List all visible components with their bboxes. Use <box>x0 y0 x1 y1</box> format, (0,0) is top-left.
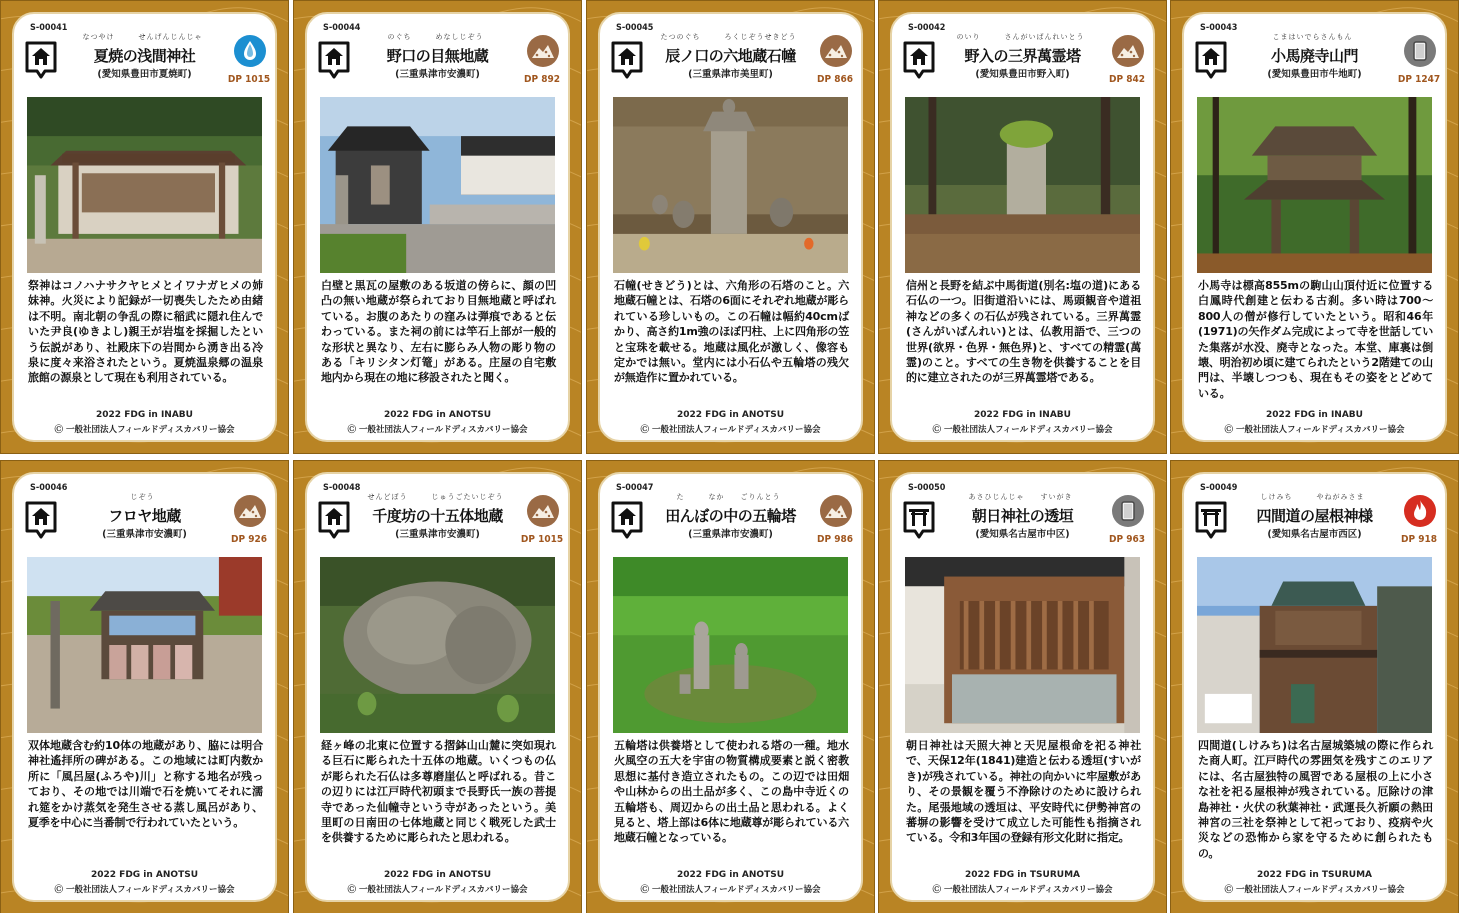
card-location: (三重県津市安濃町) <box>102 529 187 540</box>
site-photo <box>27 97 262 273</box>
title-ruby: なつやけ せんげんじんじゃ <box>82 33 203 41</box>
card-serial: S-00045 <box>616 23 654 33</box>
title-ruby: じぞう <box>130 493 155 501</box>
field-card-tile[interactable] <box>586 0 875 454</box>
card-description: 信州と長野を結ぶ中馬街道(別名:塩の道)にある石仏の一つ。旧街道沿いには、馬頭観音や道祖神などの多くの石仏が残されている。三界萬霊(さんがいばんれい)とは、仏教用語で、三つの世界(欲界・色界・無色界)と、すべての精霊(萬霊)のこと。すべての生き物を供養することを目的に建立されたのが三界萬霊塔である。 <box>906 279 1141 385</box>
card-credit: 2022 FDG in ANOTSU <box>676 870 785 880</box>
dp-value: DP 963 <box>1109 534 1145 545</box>
title-ruby: あさひじんじゃ すいがき <box>968 493 1073 501</box>
site-photo <box>320 97 555 273</box>
card-credit: 2022 FDG in ANOTSU <box>90 870 199 880</box>
card-serial: S-00043 <box>1200 23 1238 33</box>
site-photo <box>1197 97 1432 273</box>
card-description: 朝日神社は天照大神と天児屋根命を祀る神社で、天保12年(1841)建造と伝わる透垣(すいがき)が残されている。神社の向かいに牢屋敷があり、その景観を覆う不浄除けのために設けられた。尾張地域の透垣は、平安時代に伊勢神宮の蕃塀の影響を受けて成立した可能性も指摘されている。令和3年国の登録有形文化財に指定。 <box>906 739 1141 845</box>
card-location: (愛知県豊田市牛地町) <box>1267 69 1362 80</box>
shrine-pin-icon <box>902 40 936 80</box>
site-photo <box>905 557 1140 733</box>
metal-plate-icon <box>1111 494 1145 528</box>
earth-mound-icon <box>526 34 560 68</box>
field-card-tile[interactable] <box>1170 460 1459 913</box>
card-credit: 2022 FDG in INABU <box>96 410 193 420</box>
title-ruby: た なか ごりんとう <box>676 493 781 501</box>
title-ruby: しけみち やねがみさま <box>1260 493 1365 501</box>
card-location: (愛知県名古屋市西区) <box>1267 529 1362 540</box>
shrine-pin-icon <box>317 40 351 80</box>
site-photo <box>320 557 555 733</box>
field-card-tile[interactable] <box>1170 0 1459 454</box>
site-photo <box>1197 557 1432 733</box>
dp-value: DP 866 <box>817 74 853 85</box>
card-copyright: Ⓒ 一般社団法人フィールドディスカバリー協会 <box>54 885 235 895</box>
card-copyright: Ⓒ 一般社団法人フィールドディスカバリー協会 <box>640 885 821 895</box>
card-copyright: Ⓒ 一般社団法人フィールドディスカバリー協会 <box>932 425 1113 435</box>
card-location: (三重県津市安濃町) <box>395 69 480 80</box>
field-card-tile[interactable] <box>878 460 1167 913</box>
card-serial: S-00041 <box>30 23 68 33</box>
card-title: 野口の目無地蔵 <box>386 47 489 65</box>
card-location: (三重県津市美里町) <box>688 69 773 80</box>
field-card[interactable] <box>12 472 277 902</box>
shrine-pin-icon <box>1194 40 1228 80</box>
card-location: (愛知県豊田市夏焼町) <box>97 69 192 80</box>
earth-mound-icon <box>526 494 560 528</box>
card-location: (三重県津市安濃町) <box>395 529 480 540</box>
card-description: 四間道(しけみち)は名古屋城築城の際に作られた商人町。江戸時代の雰囲気を残すこのエリアには、名古屋独特の風習である屋根の上に小さな社を祀る屋根神が残されている。厄除けの津島神社・火伏の秋葉神社・武運長久祈願の熱田神宮の三社を祭神として祀っており、疫病や火災などの恐怖から家を守るために創られたもの。 <box>1198 739 1433 860</box>
torii-pin-icon <box>1194 500 1228 540</box>
dp-value: DP 892 <box>524 74 560 85</box>
card-title: 田んぼの中の五輪塔 <box>665 507 796 525</box>
title-ruby: たつのぐち ろくじぞうせきどう <box>660 33 797 41</box>
card-serial: S-00047 <box>616 483 654 493</box>
card-copyright: Ⓒ 一般社団法人フィールドディスカバリー協会 <box>1224 425 1405 435</box>
card-description: 双体地蔵含む約10体の地蔵があり、脇には明合神社遙拝所の碑がある。この地域には町内数か所に「風呂屋(ふろや)川」と称する地名が残っており、その地では川端で石を焼いてそれに濡れ筵をかけ蒸気を発生させる蒸し風呂があり、夏季を中心に当番制で行われていたという。 <box>28 739 263 830</box>
field-card[interactable] <box>598 472 863 902</box>
card-credit: 2022 FDG in TSURUMA <box>964 870 1081 880</box>
shrine-pin-icon <box>610 500 644 540</box>
title-ruby: のぐち めなしじぞう <box>387 33 484 41</box>
field-card-tile[interactable] <box>0 460 289 913</box>
shrine-pin-icon <box>24 40 58 80</box>
card-credit: 2022 FDG in ANOTSU <box>676 410 785 420</box>
field-card-tile[interactable] <box>878 0 1167 454</box>
dp-value: DP 1015 <box>520 534 564 545</box>
field-card-tile[interactable] <box>293 0 582 454</box>
shrine-pin-icon <box>610 40 644 80</box>
metal-plate-icon <box>1403 34 1437 68</box>
field-card[interactable] <box>305 472 570 902</box>
dp-value: DP 1015 <box>227 74 271 85</box>
site-photo <box>27 557 262 733</box>
earth-mound-icon <box>819 34 853 68</box>
card-serial: S-00044 <box>323 23 361 33</box>
field-card[interactable] <box>305 12 570 442</box>
card-description: 祭神はコノハナサクヤヒメとイワナガヒメの姉妹神。火災により記録が一切喪失したため由緒は不明。南北朝の争乱の際に稲武に隠れ住んでいた尹良(ゆきよし)親王が岩塩を採掘したという伝説があり、社殿床下の岩間から湧き出る冷泉に度々来浴されたという。夏焼温泉郷の温泉旅館の源泉として現在も利用されている。 <box>28 279 263 385</box>
card-copyright: Ⓒ 一般社団法人フィールドディスカバリー協会 <box>347 885 528 895</box>
dp-value: DP 1247 <box>1397 74 1441 85</box>
card-credit: 2022 FDG in INABU <box>1266 410 1363 420</box>
title-ruby: せんどぼう じゅうごたいじぞう <box>367 493 504 501</box>
card-description: 小馬寺は標高855mの駒山山頂付近に位置する白鳳時代創建と伝わる古刹。多い時は700〜800人の僧が修行していたという。昭和46年(1971)の矢作ダム完成によって寺を世話していた集落が水没、廃寺となった。本堂、庫裏は倒壊、明治初め頃に建てられたという2階建ての山門は、半壊しつつも、現在もその姿をとどめている。 <box>1198 279 1433 400</box>
card-title: 朝日神社の透垣 <box>971 507 1074 525</box>
card-serial: S-00046 <box>30 483 68 493</box>
card-copyright: Ⓒ 一般社団法人フィールドディスカバリー協会 <box>640 425 821 435</box>
card-credit: 2022 FDG in TSURUMA <box>1256 870 1373 880</box>
card-credit: 2022 FDG in ANOTSU <box>383 410 492 420</box>
card-copyright: Ⓒ 一般社団法人フィールドディスカバリー協会 <box>1224 885 1405 895</box>
field-card[interactable] <box>598 12 863 442</box>
card-serial: S-00042 <box>908 23 946 33</box>
water-drop-icon <box>233 34 267 68</box>
dp-value: DP 918 <box>1401 534 1437 545</box>
card-title: フロヤ地蔵 <box>108 507 181 525</box>
card-description: 石幢(せきどう)とは、六角形の石塔のこと。六地蔵石幢とは、石塔の6面にそれぞれ地蔵が彫られている珍しいもの。この石幢は幅約40cmばかり、高さ約1m強のほぼ円柱、上に四角形の笠と宝珠を載せる。地蔵は風化が激しく、像容も定かでは無い。堂内には小石仏や五輪塔の残欠が無造作に置かれている。 <box>614 279 849 385</box>
card-serial: S-00050 <box>908 483 946 493</box>
card-location: (愛知県名古屋市中区) <box>975 529 1070 540</box>
card-title: 四間道の屋根神様 <box>1256 507 1373 525</box>
earth-mound-icon <box>1111 34 1145 68</box>
earth-mound-icon <box>233 494 267 528</box>
title-ruby: のいり さんがいばんれいとう <box>956 33 1085 41</box>
site-photo <box>905 97 1140 273</box>
earth-mound-icon <box>819 494 853 528</box>
card-credit: 2022 FDG in INABU <box>974 410 1071 420</box>
field-card-tile[interactable] <box>293 460 582 913</box>
card-copyright: Ⓒ 一般社団法人フィールドディスカバリー協会 <box>54 425 235 435</box>
card-description: 五輪塔は供養塔として使われる塔の一種。地水火風空の五大を宇宙の物質構成要素と説く密教思想に基付き造立されたもの。この辺では田畑や山林からの出土品が多く、この島中寺近くの五輪塔も、周辺からの出土品と思われる。よく見ると、塔上部は6体に地蔵尊が彫られている六地蔵石幢となっている。 <box>614 739 849 845</box>
card-description: 経ヶ峰の北東に位置する摺鉢山山麓に突如現れる巨石に彫られた十五体の地蔵。いくつもの仏が彫られた石仏は多尊磨崖仏と呼ばれる。昔この辺りには江戸時代初頭まで長野氏一族の菩提寺であった仙幢寺という寺があったという。美里町の日南田の七体地蔵と同じく戦死した武士を供養するために彫られたと思われる。 <box>321 739 556 845</box>
card-title: 夏焼の浅間神社 <box>93 47 196 65</box>
card-title: 千度坊の十五体地蔵 <box>372 507 503 525</box>
field-card[interactable] <box>12 12 277 442</box>
field-card[interactable] <box>890 12 1155 442</box>
site-photo <box>613 557 848 733</box>
dp-value: DP 986 <box>817 534 853 545</box>
field-card[interactable] <box>890 472 1155 902</box>
field-card-tile[interactable] <box>586 460 875 913</box>
card-credit: 2022 FDG in ANOTSU <box>383 870 492 880</box>
card-location: (三重県津市安濃町) <box>688 529 773 540</box>
card-serial: S-00049 <box>1200 483 1238 493</box>
site-photo <box>613 97 848 273</box>
torii-pin-icon <box>902 500 936 540</box>
field-card[interactable] <box>1182 12 1447 442</box>
card-description: 白壁と黒瓦の屋敷のある坂道の傍らに、顔の凹凸の無い地蔵が祭られており目無地蔵と呼ばれている。お腹のあたりの窪みは弾痕であると伝わっている。また祠の前には竿石上部が一般的な形状と異なり、左右に膨らみ人物の彫り物のある「キリシタン灯篭」がある。庄屋の自宅敷地内から現在の地に移設されたと聞く。 <box>321 279 556 385</box>
card-serial: S-00048 <box>323 483 361 493</box>
card-location: (愛知県豊田市野入町) <box>975 69 1070 80</box>
shrine-pin-icon <box>24 500 58 540</box>
card-copyright: Ⓒ 一般社団法人フィールドディスカバリー協会 <box>932 885 1113 895</box>
card-title: 野入の三界萬霊塔 <box>964 47 1081 65</box>
shrine-pin-icon <box>317 500 351 540</box>
fire-icon <box>1403 494 1437 528</box>
dp-value: DP 926 <box>231 534 267 545</box>
field-card-tile[interactable] <box>0 0 289 454</box>
card-title: 小馬廃寺山門 <box>1270 47 1358 65</box>
card-copyright: Ⓒ 一般社団法人フィールドディスカバリー協会 <box>347 425 528 435</box>
dp-value: DP 842 <box>1109 74 1145 85</box>
field-card[interactable] <box>1182 472 1447 902</box>
card-title: 辰ノ口の六地蔵石幢 <box>665 47 796 65</box>
title-ruby: こまはいでらさんもん <box>1272 33 1353 41</box>
